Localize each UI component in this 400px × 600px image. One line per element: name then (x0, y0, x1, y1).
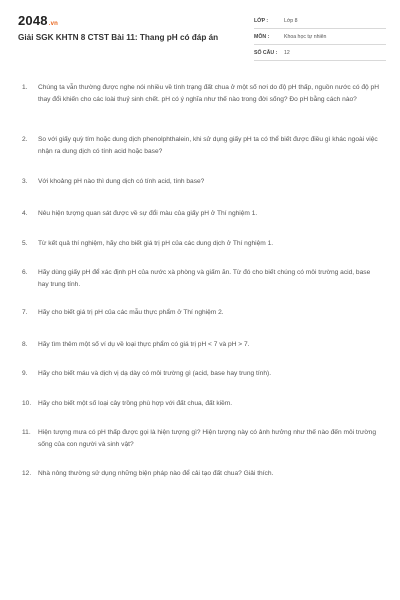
question-item (22, 427, 380, 450)
meta-value: Lớp 8 (284, 17, 298, 24)
question-number: 12. (22, 470, 32, 477)
page-header (0, 0, 400, 70)
question-text: Hãy cho biết giá trị pH của các mẫu thực phẩm ở Thí nghiệm 2. (38, 309, 224, 316)
question-item (22, 267, 380, 290)
document-title: Giải SGK KHTN 8 CTST Bài 11: Thang pH có đáp án (18, 33, 219, 42)
question-text: Hiện tượng mưa có pH thấp được gọi là hiện tượng gì? Hiện tượng này có ảnh hưởng như thế nào đến môi trường sống của con người và sinh vật? (38, 429, 377, 448)
logo-text: 2048 (18, 13, 48, 28)
meta-row-class (254, 13, 386, 29)
question-text: Chúng ta vẫn thường được nghe nói nhiều về tình trạng đất chua ở một số nơi do độ pH thấp, nguồn nước có độ pH thay đổi khiến cho các loài thuỷ sinh chết. pH có ý nghĩa như thế nào trong đời sống? Đo pH bằng cách nào? (38, 84, 379, 103)
meta-row-subject (254, 29, 386, 45)
meta-label: MÔN : (254, 33, 270, 40)
question-item (22, 176, 380, 188)
question-number: 2. (22, 136, 28, 143)
question-number: 3. (22, 178, 28, 185)
question-item (22, 468, 380, 480)
question-item (22, 339, 380, 351)
question-item (22, 134, 380, 157)
question-text: Từ kết quả thí nghiệm, hãy cho biết giá trị pH của các dung dịch ở Thí nghiệm 1. (38, 240, 274, 247)
question-number: 5. (22, 240, 28, 247)
meta-table (254, 13, 386, 61)
question-item (22, 82, 380, 105)
question-item (22, 238, 380, 250)
question-number: 9. (22, 370, 28, 377)
meta-label: SỐ CÂU : (254, 49, 278, 56)
question-number: 7. (22, 309, 28, 316)
question-text: Nhà nông thường sử dụng những biện pháp nào để cải tạo đất chua? Giải thích. (38, 470, 274, 477)
question-text: Hãy cho biết máu và dịch vị dạ dày có môi trường gì (acid, base hay trung tính). (38, 370, 272, 377)
meta-value: 12 (284, 49, 290, 56)
question-number: 4. (22, 210, 28, 217)
question-text: Nêu hiện tượng quan sát được về sự đổi màu của giấy pH ở Thí nghiệm 1. (38, 210, 258, 217)
question-item (22, 208, 380, 220)
question-number: 1. (22, 84, 28, 91)
question-text: Hãy tìm thêm một số ví dụ về loại thực phẩm có giá trị pH < 7 và pH > 7. (38, 341, 250, 348)
question-text: Hãy dùng giấy pH để xác định pH của nước xà phòng và giấm ăn. Từ đó cho biết chúng có môi trường acid, base hay trung tính. (38, 269, 371, 288)
meta-row-count (254, 45, 386, 61)
question-item (22, 307, 380, 319)
question-number: 6. (22, 269, 28, 276)
question-item (22, 368, 380, 380)
question-text: So với giấy quỳ tím hoặc dung dịch phenolphthalein, khi sử dụng giấy pH ta có thể biết được điều gì khác ngoài việc nhận ra dung dịch có tính acid hoặc base? (38, 136, 378, 155)
meta-label: LỚP : (254, 17, 269, 24)
logo-suffix: .vn (48, 21, 59, 27)
question-text: Hãy cho biết một số loại cây trồng phù hợp với đất chua, đất kiềm. (38, 400, 233, 407)
meta-value: Khoa học tự nhiên (284, 33, 327, 40)
question-number: 11. (22, 429, 31, 436)
question-text: Với khoảng pH nào thì dung dịch có tính acid, tính base? (38, 178, 205, 185)
site-logo[interactable] (18, 13, 58, 28)
question-number: 10. (22, 400, 32, 407)
question-item (22, 398, 380, 410)
question-number: 8. (22, 341, 28, 348)
